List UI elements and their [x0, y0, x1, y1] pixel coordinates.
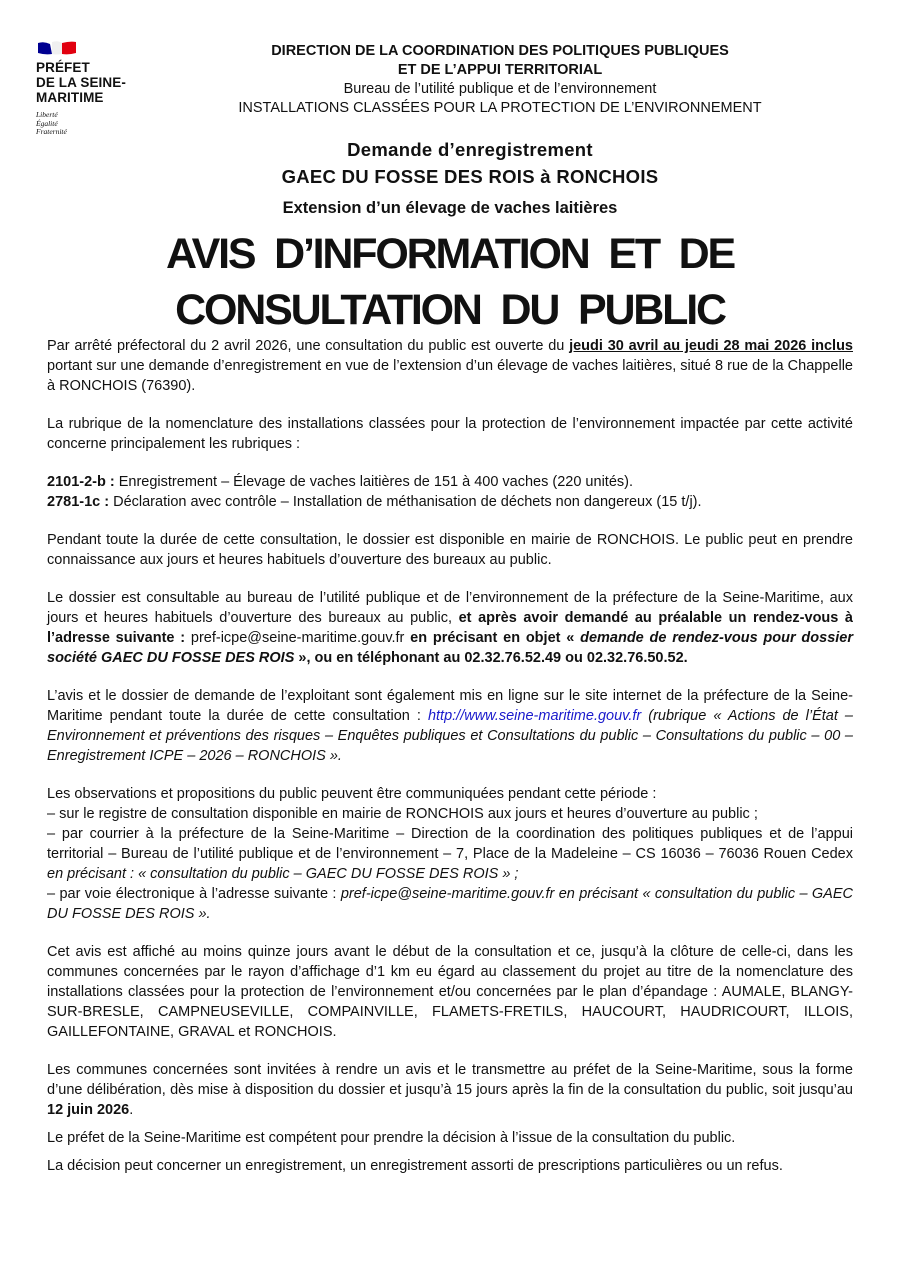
- prefecture-logo: [36, 40, 146, 137]
- paragraph-communes: Les communes concernées sont invitées à rendre un avis et le transmettre au préfet de la Seine-Maritime, sous la forme d’une délibération, dès mise à disposition du dossier et jusqu’à 15 jours après la fin de la consultation du public, soit jusqu’au 12 juin 2026.: [47, 1062, 853, 1118]
- header-line-4: INSTALLATIONS CLASSÉES POUR LA PROTECTION DE L’ENVIRONNEMENT: [238, 100, 762, 116]
- title-line-1: AVIS D’INFORMATION ET DE: [165, 230, 735, 278]
- paragraph-observations: Les observations et propositions du public peuvent être communiquées pendant cette période : – sur le registre de consultation disponible en mairie de RONCHOIS aux jours et heures d’ouverture au public ; – par courrier à la préfecture de la Seine-Maritime – Direction de la coordination des politiques publiques et de l’appui territorial – Bureau de l’utilité publique et de l’environnement – 7, Place de la Madeleine – CS 16036 – 76036 Rouen Cedex en précisant : « consultation du public – GAEC DU FOSSE DES ROIS » ; – par voie électronique à l’adresse suivante : pref-icpe@seine-maritime.gouv.fr en précisant « consultation du public – GAEC DU FOSSE DES ROIS ».: [47, 786, 854, 922]
- logo-title: PRÉFET DE LA SEINE- MARITIME: [36, 60, 126, 105]
- title-line-2: CONSULTATION DU PUBLIC: [175, 286, 725, 334]
- paragraph-prefecture-consultation: Le dossier est consultable au bureau de l’utilité publique et de l’environnement de la préfecture de la Seine-Maritime, aux jours et heures habituels d’ouverture des bureaux au public, et après avoir demandé au préalable un rendez-vous à l’adresse suivante : pref-icpe@seine-maritime.gouv.fr en précisant en objet « demande de rendez-vous pour dossier société GAEC DU FOSSE DES ROIS », ou en téléphonant au 02.32.76.52.49 ou 02.32.76.50.52.: [47, 590, 853, 666]
- paragraph-nomenclature: La rubrique de la nomenclature des installations classées pour la protection de l’environnement impactée par cette activité concerne principalement les rubriques :: [47, 416, 853, 452]
- department-header: [200, 42, 800, 118]
- marianne-flag-icon: [36, 40, 78, 56]
- subject-line-1: Demande d’enregistrement: [347, 139, 593, 160]
- subject-line-2: GAEC DU FOSSE DES ROIS à RONCHOIS: [281, 166, 659, 187]
- logo-motto: Liberté Égalité Fraternité: [36, 110, 67, 136]
- request-subtitle: Extension d’un élevage de vaches laitières: [282, 199, 618, 217]
- observation-item: – sur le registre de consultation disponible en mairie de RONCHOIS aux jours et heures d’ouverture au public ;: [47, 806, 758, 822]
- paragraph-decision: La décision peut concerner un enregistrement, un enregistrement assorti de prescriptions particulières ou un refus.: [47, 1158, 783, 1174]
- request-subject: [150, 136, 790, 190]
- header-line-2: ET DE L’APPUI TERRITORIAL: [397, 62, 603, 78]
- paragraph-mairie: Pendant toute la durée de cette consultation, le dossier est disponible en mairie de RONCHOIS. Le public peut en prendre connaissance aux jours et heures habituels d’ouverture des bureaux au public.: [47, 532, 853, 568]
- header-line-1: DIRECTION DE LA COORDINATION DES POLITIQUES PUBLIQUES: [271, 43, 729, 59]
- observation-item: – par voie électronique à l’adresse suivante : pref-icpe@seine-maritime.gouv.fr en précisant « consultation du public – GAEC DU FOSSE DES ROIS ».: [47, 886, 854, 922]
- consultation-dates: jeudi 30 avril au jeudi 28 mai 2026 inclus: [569, 338, 853, 354]
- header-line-3: Bureau de l’utilité publique et de l’environnement: [343, 81, 657, 97]
- appointment-email: pref-icpe@seine-maritime.gouv.fr: [185, 630, 411, 646]
- page-title: [60, 226, 840, 338]
- paragraph-affichage: Cet avis est affiché au moins quinze jours avant le début de la consultation et ce, jusqu’à la clôture de celle-ci, dans les communes concernées par le rayon d’affichage d’1 km eu égard au classement du projet au titre de la nomenclature des installations classées pour la protection de l’environnement et/ou concernées par le plan d’épandage : AUMALE, BLANGY-SUR-BRESLE, CAMPNEUSEVILLE, COMPAINVILLE, FLAMETS-FRETILS, HAUCOURT, HAUDRICOURT, ILLOIS, GAILLEFONTAINE, GRAVAL et RONCHOIS.: [47, 944, 853, 1040]
- paragraph-competence: Le préfet de la Seine-Maritime est compétent pour prendre la décision à l’issue de la consultation du public.: [47, 1130, 736, 1146]
- deadline-date: 12 juin 2026: [47, 1102, 130, 1118]
- paragraph-online: L’avis et le dossier de demande de l’exploitant sont également mis en ligne sur le site internet de la préfecture de la Seine-Maritime pendant toute la durée de cette consultation : http://www.seine-maritime.gouv.fr (rubrique « Actions de l’État – Environnement et préventions des risques – Enquêtes publiques et Consultations du public – Consultations du public – 00 – Enregistrement ICPE – 2026 – RONCHOIS ».: [47, 688, 853, 764]
- rubriques-list: [47, 472, 853, 512]
- prefecture-website-link[interactable]: http://www.seine-maritime.gouv.fr: [427, 708, 642, 724]
- paragraph-consultation-dates: Par arrêté préfectoral du 2 avril 2026, une consultation du public est ouverte du jeudi 30 avril au jeudi 28 mai 2026 inclus portant sur une demande d’enregistrement en vue de l’extension d’un élevage de vaches laitières, situé 8 rue de la Chappelle à RONCHOIS (76390).: [47, 338, 853, 394]
- rubrique-item: 2781-1c : Déclaration avec contrôle – Installation de méthanisation de déchets non dangereux (15 t/j).: [47, 494, 702, 510]
- notice-body: [47, 336, 853, 1176]
- observation-item: – par courrier à la préfecture de la Seine-Maritime – Direction de la coordination des politiques publiques et de l’appui territorial – Bureau de l’utilité publique et de l’environnement – 7, Place de la Madeleine – CS 16036 – 76036 Rouen Cedex en précisant : « consultation du public – GAEC DU FOSSE DES ROIS » ;: [47, 826, 853, 882]
- rubrique-item: 2101-2-b : Enregistrement – Élevage de vaches laitières de 151 à 400 vaches (220 unités).: [47, 474, 633, 490]
